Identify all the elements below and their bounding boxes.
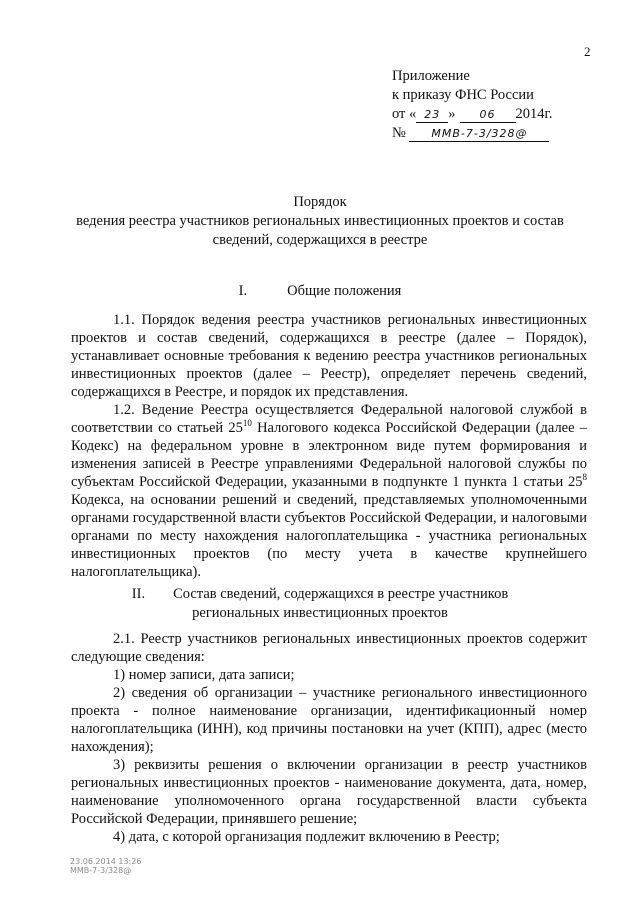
- footer-line-1: 23.06.2014 13:26: [70, 857, 142, 866]
- appendix-date: от « 23 » 06 2014г.: [392, 106, 553, 122]
- section-1-numeral: I.: [238, 283, 248, 299]
- section-2-heading: [60, 585, 580, 623]
- list-item-2: 2) сведения об организации – участнике регионального инвестиционного проекта - полное наименование организации, идентификационный номер налогоплательщика (ИНН), код причины постановки на учет (КПП), адрес (место нахождения);: [71, 685, 587, 755]
- appendix-block: [392, 67, 552, 143]
- list-item-4: 4) дата, с которой организация подлежит включению в Реестр;: [113, 829, 500, 845]
- section-2-title-line-2: региональных инвестиционных проектов: [192, 605, 448, 621]
- date-year: 2014г.: [515, 106, 553, 122]
- paragraph-2-1: 2.1. Реестр участников региональных инвестиционных проектов содержит следующие сведения:: [71, 631, 587, 665]
- section-2-body: [71, 630, 587, 846]
- footer-stamp: [70, 857, 141, 875]
- appendix-number: № ММВ-7-3/328@: [392, 124, 552, 143]
- page-number: 2: [584, 44, 591, 59]
- section-1-title: Общие положения: [287, 283, 402, 299]
- appendix-order-ref: к приказу ФНС России: [392, 87, 534, 103]
- section-1-heading: [60, 282, 580, 301]
- section-2-numeral: II.: [131, 586, 146, 602]
- section-2-title-line-1: Состав сведений, содержащихся в реестре участников: [173, 586, 509, 602]
- order-number: ММВ-7-3/328@: [409, 126, 549, 142]
- title-line-1: Порядок: [293, 194, 347, 210]
- date-day: 23: [416, 107, 448, 123]
- document-title: [60, 193, 580, 250]
- paragraph-1-2: 1.2. Ведение Реестра осуществляется Федеральной налоговой службой в соответствии со статьей $25^{10}$ Налогового кодекса Российской Федерации (далее – Кодекс) на федеральном уровне в электронном виде путем формирования и изменения записей в Реестре управлениями Федеральной налоговой службы по субъектам Российской Федерации, указанными в подпункте 1 пункта 1 статьи $25^8$ Кодекса, на основании решений и сведений, представляемых уполномоченными органами государственной власти субъектов Российской Федерации, и налоговыми органами по месту нахождения налогоплательщика - участника региональных инвестиционных проектов (по месту учета в качестве крупнейшего налогоплательщика).: [71, 402, 587, 580]
- date-month: 06: [460, 107, 516, 123]
- list-item-1: 1) номер записи, дата записи;: [113, 667, 295, 683]
- paragraph-1-1: 1.1. Порядок ведения реестра участников региональных инвестиционных проектов и состав сведений, содержащихся в реестре (далее – Порядок), устанавливает основные требования к ведению реестра участников региональных инвестиционных проектов (далее – Реестр), определяет перечень сведений, содержащихся в Реестре, и порядок их представления.: [71, 312, 587, 400]
- footer-line-2: ММВ-7-3/328@: [70, 866, 132, 875]
- title-line-2: ведения реестра участников региональных инвестиционных проектов и состав сведений, содержащихся в реестре: [76, 213, 564, 248]
- appendix-title: Приложение: [392, 68, 470, 84]
- list-item-3: 3) реквизиты решения о включении организации в реестр участников региональных инвестиционных проектов - наименование документа, дата, номер, наименование уполномоченного органа государственной власти субъекта Российской Федерации, принявшего решение;: [71, 757, 587, 827]
- section-1-body: [71, 311, 587, 581]
